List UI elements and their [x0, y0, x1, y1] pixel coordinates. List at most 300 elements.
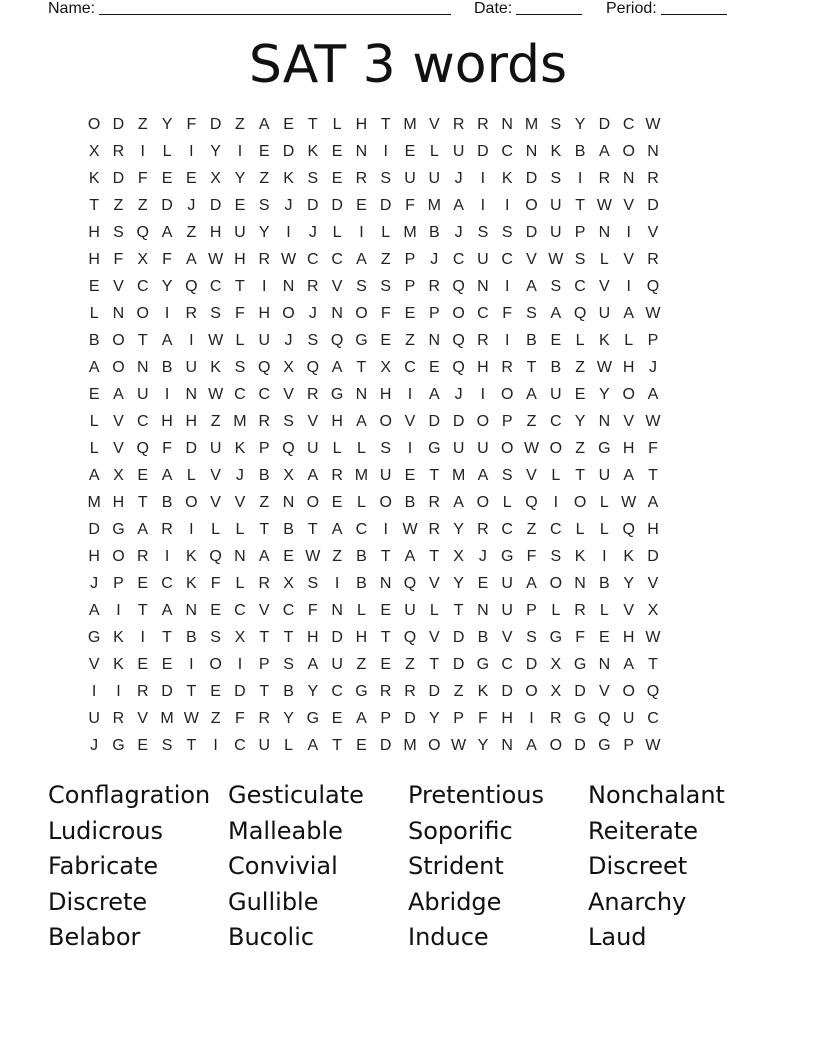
grid-letter[interactable]: B	[283, 521, 294, 538]
grid-letter[interactable]: A	[599, 143, 610, 160]
grid-letter[interactable]: S	[380, 278, 392, 295]
grid-letter[interactable]: N	[282, 278, 295, 295]
grid-letter[interactable]: N	[234, 548, 246, 565]
grid-letter[interactable]: U	[598, 305, 611, 322]
grid-letter[interactable]: L	[89, 305, 99, 322]
grid-letter[interactable]: X	[88, 143, 100, 160]
grid-letter[interactable]: R	[258, 575, 270, 592]
grid-letter[interactable]: T	[356, 359, 367, 376]
grid-letter[interactable]: S	[307, 575, 319, 592]
grid-letter[interactable]: G	[112, 737, 125, 754]
grid-letter[interactable]: E	[137, 737, 149, 754]
grid-letter[interactable]: T	[186, 683, 197, 700]
grid-letter[interactable]: U	[234, 224, 246, 241]
grid-letter[interactable]: V	[88, 656, 100, 673]
grid-letter[interactable]: I	[164, 386, 170, 403]
grid-letter[interactable]: A	[647, 386, 659, 403]
grid-letter[interactable]: V	[428, 629, 440, 646]
grid-letter[interactable]: P	[526, 602, 537, 619]
grid-letter[interactable]: Z	[453, 683, 464, 700]
grid-letter[interactable]: K	[307, 143, 319, 160]
grid-letter[interactable]: U	[136, 386, 149, 403]
grid-letter[interactable]: Q	[452, 359, 465, 376]
grid-letter[interactable]: M	[451, 467, 466, 484]
grid-letter[interactable]: N	[282, 494, 295, 511]
grid-letter[interactable]: H	[185, 413, 198, 430]
grid-letter[interactable]: A	[623, 305, 635, 322]
grid-letter[interactable]: S	[526, 305, 537, 322]
grid-letter[interactable]: A	[307, 737, 319, 754]
grid-letter[interactable]: X	[283, 359, 294, 376]
grid-letter[interactable]: U	[209, 440, 222, 457]
grid-letter[interactable]: E	[258, 143, 270, 160]
grid-letter[interactable]: J	[187, 197, 196, 214]
grid-letter[interactable]: Z	[405, 332, 415, 349]
grid-letter[interactable]: O	[500, 386, 514, 403]
grid-letter[interactable]: N	[428, 332, 441, 349]
grid-letter[interactable]: B	[161, 494, 173, 511]
grid-letter[interactable]: L	[575, 521, 585, 538]
grid-letter[interactable]: B	[477, 629, 489, 646]
grid-letter[interactable]: A	[526, 737, 537, 754]
grid-letter[interactable]: T	[648, 467, 658, 484]
grid-letter[interactable]: S	[161, 737, 173, 754]
grid-letter[interactable]: L	[89, 440, 99, 457]
grid-letter[interactable]: M	[233, 413, 247, 430]
grid-letter[interactable]: R	[136, 683, 149, 700]
grid-letter[interactable]: H	[379, 386, 392, 403]
grid-letter[interactable]: L	[332, 440, 342, 457]
grid-letter[interactable]: S	[307, 332, 319, 349]
grid-letter[interactable]: V	[428, 575, 440, 592]
grid-letter[interactable]: F	[210, 575, 221, 592]
grid-letter[interactable]: V	[647, 224, 659, 241]
grid-letter[interactable]: A	[428, 386, 440, 403]
grid-letter[interactable]: I	[504, 332, 510, 349]
grid-letter[interactable]: S	[501, 224, 513, 241]
grid-letter[interactable]: X	[137, 251, 149, 268]
grid-letter[interactable]: K	[186, 548, 197, 565]
grid-letter[interactable]: P	[647, 332, 659, 349]
grid-letter[interactable]: H	[88, 548, 100, 565]
grid-letter[interactable]: Z	[235, 116, 245, 133]
grid-letter[interactable]: H	[647, 521, 659, 538]
grid-letter[interactable]: H	[307, 629, 319, 646]
grid-letter[interactable]: X	[283, 467, 294, 484]
grid-letter[interactable]: L	[356, 440, 366, 457]
grid-letter[interactable]: O	[500, 440, 514, 457]
grid-letter[interactable]: B	[526, 332, 537, 349]
grid-letter[interactable]: P	[380, 710, 392, 727]
grid-letter[interactable]: R	[501, 359, 513, 376]
grid-letter[interactable]: T	[162, 629, 172, 646]
grid-letter[interactable]: G	[500, 548, 514, 565]
grid-letter[interactable]: K	[210, 359, 221, 376]
grid-letter[interactable]: S	[550, 278, 562, 295]
grid-letter[interactable]: L	[162, 143, 172, 160]
grid-letter[interactable]: E	[356, 197, 367, 214]
grid-letter[interactable]: E	[283, 116, 294, 133]
grid-letter[interactable]: U	[331, 656, 343, 673]
grid-letter[interactable]: S	[574, 251, 586, 268]
grid-letter[interactable]: V	[501, 629, 513, 646]
grid-letter[interactable]: D	[428, 683, 441, 700]
grid-letter[interactable]: E	[550, 332, 562, 349]
grid-letter[interactable]: Y	[599, 386, 610, 403]
grid-letter[interactable]: T	[137, 332, 148, 349]
grid-letter[interactable]: O	[87, 116, 101, 133]
grid-letter[interactable]: B	[283, 683, 294, 700]
grid-letter[interactable]: A	[356, 413, 367, 430]
grid-letter[interactable]: M	[427, 197, 441, 214]
grid-letter[interactable]: J	[308, 224, 317, 241]
grid-letter[interactable]: T	[307, 116, 318, 133]
grid-letter[interactable]: P	[258, 656, 270, 673]
grid-letter[interactable]: C	[501, 521, 513, 538]
grid-letter[interactable]: Q	[403, 575, 417, 592]
grid-letter[interactable]: L	[332, 116, 342, 133]
grid-letter[interactable]: A	[186, 251, 197, 268]
grid-letter[interactable]: K	[574, 548, 586, 565]
grid-letter[interactable]: W	[596, 197, 612, 214]
grid-letter[interactable]: B	[356, 575, 367, 592]
grid-letter[interactable]: D	[209, 197, 222, 214]
grid-letter[interactable]: E	[161, 656, 173, 673]
grid-letter[interactable]: O	[549, 575, 563, 592]
grid-letter[interactable]: H	[161, 413, 173, 430]
grid-letter[interactable]: Q	[209, 548, 222, 565]
grid-letter[interactable]: R	[452, 116, 465, 133]
grid-letter[interactable]: G	[355, 332, 368, 349]
grid-letter[interactable]: C	[331, 251, 343, 268]
grid-letter[interactable]: R	[477, 116, 489, 133]
grid-letter[interactable]: D	[452, 629, 465, 646]
grid-letter[interactable]: E	[404, 467, 416, 484]
period-field[interactable]	[606, 0, 727, 18]
grid-letter[interactable]: F	[380, 305, 391, 322]
grid-letter[interactable]: Q	[136, 224, 149, 241]
grid-letter[interactable]: C	[574, 278, 586, 295]
grid-letter[interactable]: Z	[259, 494, 270, 511]
grid-letter[interactable]: H	[209, 224, 222, 241]
grid-letter[interactable]: W	[208, 251, 224, 268]
grid-letter[interactable]: B	[88, 332, 100, 349]
grid-letter[interactable]: A	[477, 467, 489, 484]
grid-letter[interactable]: O	[306, 494, 320, 511]
grid-letter[interactable]: Q	[573, 305, 587, 322]
grid-letter[interactable]: V	[526, 251, 537, 268]
grid-letter[interactable]: T	[380, 629, 391, 646]
grid-letter[interactable]: D	[525, 224, 538, 241]
grid-letter[interactable]: C	[355, 521, 368, 538]
grid-letter[interactable]: U	[307, 440, 319, 457]
grid-letter[interactable]: B	[356, 548, 367, 565]
grid-letter[interactable]: S	[307, 170, 319, 187]
grid-letter[interactable]: U	[598, 467, 611, 484]
grid-letter[interactable]: Q	[452, 332, 465, 349]
grid-letter[interactable]: Y	[258, 224, 270, 241]
grid-letter[interactable]: L	[89, 413, 99, 430]
grid-letter[interactable]: J	[308, 305, 317, 322]
grid-letter[interactable]: I	[164, 305, 170, 322]
grid-letter[interactable]: E	[137, 656, 149, 673]
grid-letter[interactable]: L	[356, 494, 366, 511]
grid-letter[interactable]: D	[647, 197, 659, 214]
grid-letter[interactable]: X	[647, 602, 659, 619]
grid-letter[interactable]: I	[116, 683, 121, 700]
grid-letter[interactable]: L	[575, 332, 585, 349]
grid-letter[interactable]: Z	[575, 359, 585, 376]
grid-letter[interactable]: I	[504, 278, 510, 295]
grid-letter[interactable]: N	[185, 602, 198, 619]
grid-letter[interactable]: Y	[428, 710, 440, 727]
grid-letter[interactable]: Y	[477, 737, 489, 754]
grid-letter[interactable]: K	[477, 683, 489, 700]
grid-letter[interactable]: N	[598, 413, 611, 430]
grid-letter[interactable]: R	[550, 710, 562, 727]
grid-letter[interactable]: Y	[283, 710, 294, 727]
grid-letter[interactable]: G	[428, 440, 441, 457]
grid-letter[interactable]: K	[550, 143, 562, 160]
grid-letter[interactable]: L	[186, 467, 196, 484]
grid-letter[interactable]: A	[88, 467, 100, 484]
grid-letter[interactable]: E	[331, 170, 343, 187]
grid-letter[interactable]: S	[380, 170, 392, 187]
grid-letter[interactable]: Z	[356, 656, 367, 673]
grid-letter[interactable]: D	[404, 710, 416, 727]
grid-letter[interactable]: P	[574, 224, 586, 241]
grid-letter[interactable]: N	[355, 386, 368, 403]
grid-letter[interactable]: M	[403, 224, 417, 241]
grid-letter[interactable]: I	[91, 683, 97, 700]
grid-letter[interactable]: O	[622, 683, 635, 700]
grid-letter[interactable]: C	[209, 278, 222, 295]
grid-letter[interactable]: E	[428, 359, 440, 376]
grid-letter[interactable]: H	[258, 305, 270, 322]
grid-letter[interactable]: E	[331, 143, 343, 160]
grid-letter[interactable]: V	[113, 413, 124, 430]
grid-letter[interactable]: E	[574, 386, 586, 403]
grid-letter[interactable]: D	[525, 170, 538, 187]
grid-letter[interactable]: E	[477, 575, 489, 592]
grid-letter[interactable]: N	[477, 602, 489, 619]
grid-letter[interactable]: O	[185, 494, 198, 511]
grid-letter[interactable]: S	[380, 440, 392, 457]
grid-letter[interactable]: O	[112, 359, 125, 376]
grid-letter[interactable]: A	[623, 656, 635, 673]
grid-letter[interactable]: X	[234, 629, 246, 646]
grid-letter[interactable]: T	[648, 656, 658, 673]
grid-letter[interactable]: I	[189, 332, 194, 349]
grid-letter[interactable]: V	[137, 710, 149, 727]
grid-letter[interactable]: E	[380, 332, 392, 349]
grid-letter[interactable]: L	[502, 494, 512, 511]
grid-letter[interactable]: I	[140, 629, 145, 646]
grid-letter[interactable]: Q	[330, 332, 344, 349]
grid-letter[interactable]: R	[307, 278, 319, 295]
grid-letter[interactable]: C	[331, 683, 343, 700]
grid-letter[interactable]: R	[428, 521, 441, 538]
grid-letter[interactable]: D	[452, 413, 465, 430]
grid-letter[interactable]: Z	[526, 521, 537, 538]
grid-letter[interactable]: W	[645, 116, 661, 133]
grid-letter[interactable]: R	[258, 710, 270, 727]
grid-letter[interactable]: Y	[574, 116, 586, 133]
grid-letter[interactable]: I	[189, 143, 194, 160]
grid-letter[interactable]: C	[452, 251, 465, 268]
grid-letter[interactable]: R	[307, 386, 319, 403]
grid-letter[interactable]: C	[501, 656, 513, 673]
grid-letter[interactable]: V	[623, 413, 635, 430]
grid-letter[interactable]: N	[525, 143, 538, 160]
grid-letter[interactable]: O	[379, 413, 392, 430]
grid-letter[interactable]: I	[626, 224, 631, 241]
grid-letter[interactable]: S	[356, 278, 367, 295]
grid-letter[interactable]: I	[480, 197, 486, 214]
grid-letter[interactable]: I	[383, 143, 388, 160]
grid-letter[interactable]: A	[258, 548, 270, 565]
grid-letter[interactable]: B	[186, 629, 197, 646]
grid-letter[interactable]: C	[282, 602, 295, 619]
grid-letter[interactable]: P	[501, 413, 513, 430]
grid-letter[interactable]: A	[404, 548, 416, 565]
grid-letter[interactable]: I	[116, 602, 121, 619]
grid-letter[interactable]: T	[259, 521, 270, 538]
grid-letter[interactable]: Q	[452, 278, 465, 295]
grid-letter[interactable]: T	[380, 548, 391, 565]
grid-letter[interactable]: O	[452, 305, 465, 322]
grid-letter[interactable]: I	[626, 278, 631, 295]
grid-letter[interactable]: I	[407, 440, 413, 457]
grid-letter[interactable]: O	[112, 332, 125, 349]
grid-letter[interactable]: N	[355, 143, 368, 160]
grid-letter[interactable]: A	[356, 251, 367, 268]
grid-letter[interactable]: I	[529, 710, 534, 727]
grid-letter[interactable]: K	[283, 170, 294, 187]
grid-letter[interactable]: G	[112, 521, 125, 538]
grid-letter[interactable]: B	[550, 359, 562, 376]
grid-letter[interactable]: I	[602, 548, 607, 565]
grid-letter[interactable]: F	[502, 305, 513, 322]
grid-letter[interactable]: E	[331, 494, 343, 511]
grid-letter[interactable]: U	[501, 602, 513, 619]
period-blank-line[interactable]	[661, 0, 727, 15]
grid-letter[interactable]: L	[356, 602, 366, 619]
grid-letter[interactable]: W	[183, 710, 199, 727]
grid-letter[interactable]: E	[356, 737, 367, 754]
grid-letter[interactable]: E	[210, 602, 221, 619]
grid-letter[interactable]: A	[113, 386, 124, 403]
grid-letter[interactable]: H	[355, 629, 368, 646]
grid-letter[interactable]: E	[234, 197, 246, 214]
grid-letter[interactable]: U	[258, 737, 270, 754]
grid-letter[interactable]: D	[477, 143, 489, 160]
grid-letter[interactable]: D	[209, 116, 222, 133]
grid-letter[interactable]: E	[137, 467, 149, 484]
grid-letter[interactable]: T	[283, 629, 294, 646]
grid-letter[interactable]: A	[550, 305, 562, 322]
grid-letter[interactable]: P	[258, 440, 270, 457]
grid-letter[interactable]: D	[307, 197, 319, 214]
grid-letter[interactable]: Y	[574, 413, 586, 430]
grid-letter[interactable]: K	[623, 548, 635, 565]
grid-letter[interactable]: U	[452, 440, 465, 457]
grid-letter[interactable]: E	[137, 575, 149, 592]
grid-letter[interactable]: A	[161, 224, 173, 241]
grid-letter[interactable]: P	[453, 710, 464, 727]
grid-letter[interactable]: D	[331, 629, 343, 646]
grid-letter[interactable]: A	[161, 332, 173, 349]
grid-letter[interactable]: U	[622, 710, 635, 727]
grid-letter[interactable]: A	[526, 575, 537, 592]
grid-letter[interactable]: T	[137, 602, 148, 619]
grid-letter[interactable]: O	[476, 413, 490, 430]
grid-letter[interactable]: O	[549, 440, 563, 457]
grid-letter[interactable]: V	[623, 197, 635, 214]
grid-letter[interactable]: I	[334, 575, 340, 592]
grid-letter[interactable]: C	[234, 737, 246, 754]
grid-letter[interactable]: R	[477, 521, 489, 538]
grid-letter[interactable]: I	[262, 278, 267, 295]
grid-letter[interactable]: Q	[598, 710, 611, 727]
grid-letter[interactable]: K	[599, 332, 610, 349]
grid-letter[interactable]: K	[113, 629, 124, 646]
grid-letter[interactable]: W	[548, 251, 564, 268]
grid-letter[interactable]: X	[380, 359, 392, 376]
grid-letter[interactable]: L	[235, 521, 245, 538]
grid-letter[interactable]: C	[501, 143, 513, 160]
grid-letter[interactable]: J	[454, 224, 463, 241]
grid-letter[interactable]: R	[647, 251, 659, 268]
grid-letter[interactable]: Z	[113, 197, 124, 214]
grid-letter[interactable]: L	[624, 332, 634, 349]
grid-letter[interactable]: T	[429, 656, 440, 673]
grid-letter[interactable]: G	[573, 710, 587, 727]
grid-letter[interactable]: L	[381, 224, 391, 241]
grid-letter[interactable]: Q	[525, 494, 538, 511]
grid-letter[interactable]: N	[477, 278, 489, 295]
grid-letter[interactable]: Q	[306, 359, 320, 376]
grid-letter[interactable]: M	[403, 116, 417, 133]
date-blank-line[interactable]	[516, 0, 582, 15]
grid-letter[interactable]: O	[379, 494, 392, 511]
grid-letter[interactable]: C	[258, 386, 270, 403]
grid-letter[interactable]: L	[599, 251, 609, 268]
grid-letter[interactable]: H	[112, 494, 125, 511]
grid-letter[interactable]: Z	[526, 413, 537, 430]
grid-letter[interactable]: Z	[259, 170, 270, 187]
grid-letter[interactable]: U	[477, 440, 489, 457]
grid-letter[interactable]: W	[645, 629, 661, 646]
grid-letter[interactable]: B	[599, 575, 610, 592]
grid-letter[interactable]: T	[186, 737, 197, 754]
grid-letter[interactable]: I	[237, 656, 243, 673]
grid-letter[interactable]: T	[429, 467, 440, 484]
grid-letter[interactable]: H	[622, 629, 635, 646]
grid-letter[interactable]: D	[282, 143, 295, 160]
grid-letter[interactable]: D	[574, 737, 586, 754]
grid-letter[interactable]: D	[647, 548, 659, 565]
grid-letter[interactable]: V	[210, 494, 221, 511]
grid-letter[interactable]: W	[402, 521, 418, 538]
grid-letter[interactable]: D	[88, 521, 100, 538]
grid-letter[interactable]: R	[428, 278, 441, 295]
grid-letter[interactable]: K	[186, 575, 197, 592]
grid-letter[interactable]: L	[551, 467, 561, 484]
grid-letter[interactable]: V	[647, 575, 659, 592]
grid-letter[interactable]: J	[235, 467, 244, 484]
grid-letter[interactable]: L	[332, 224, 342, 241]
